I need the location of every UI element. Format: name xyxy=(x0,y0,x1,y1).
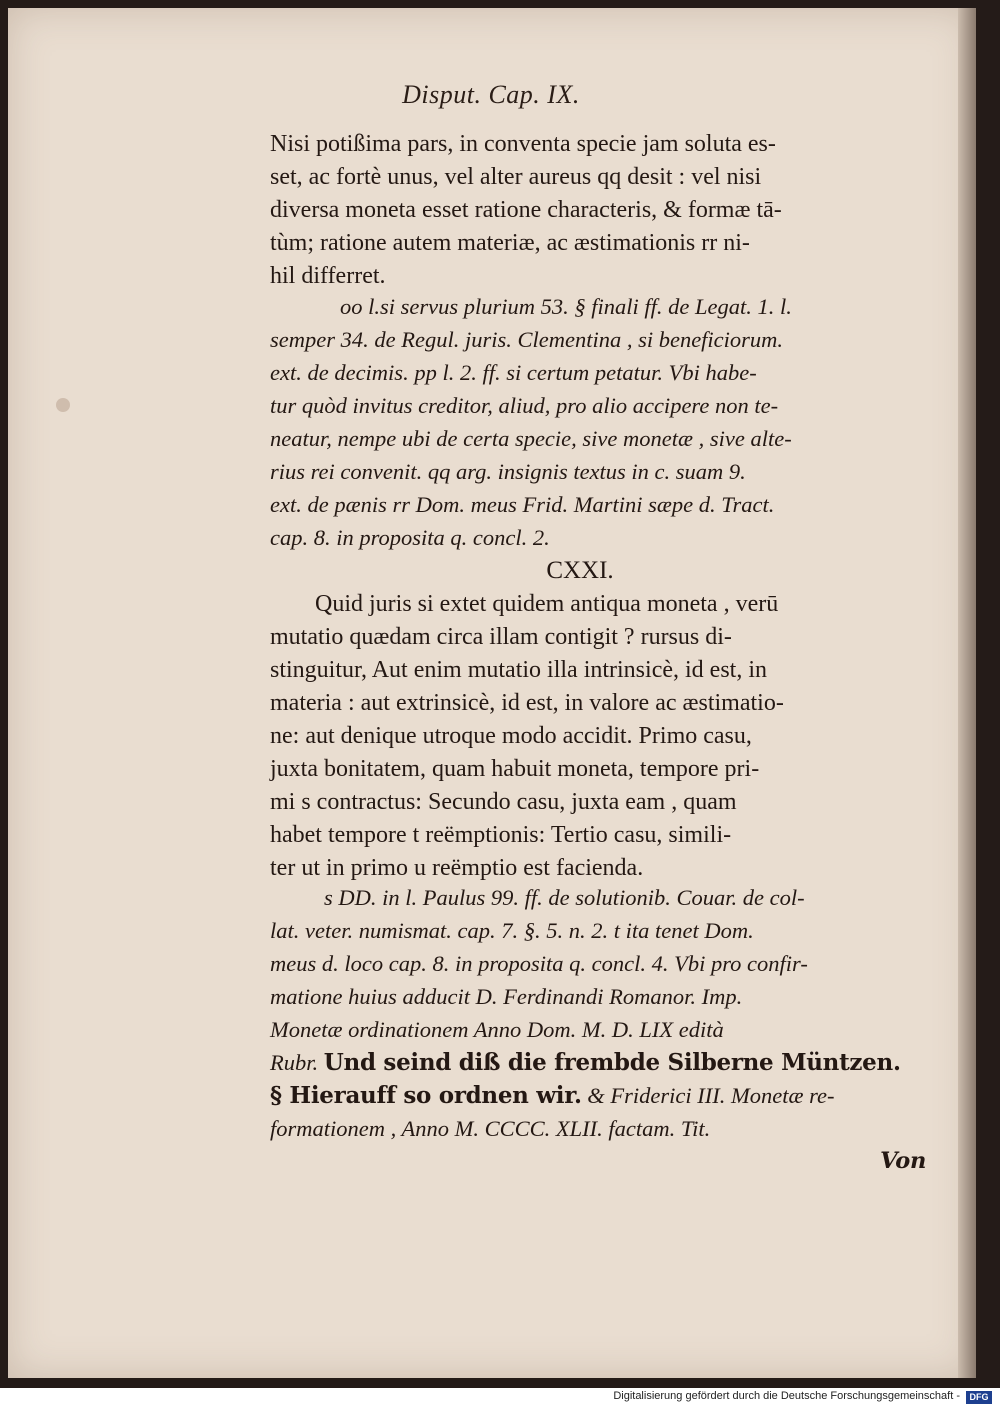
footer-bar xyxy=(0,1388,1000,1407)
book-page xyxy=(8,8,974,1378)
footnote-line: meus d. loco cap. 8. in proposita q. concl. 4. Vbi pro confir- xyxy=(270,951,808,976)
text-line: set, ac fortè unus, vel alter aureus qq desit : vel nisi xyxy=(270,164,762,190)
footnote-line: formationem , Anno M. CCCC. XLII. factam. Tit. xyxy=(270,1116,711,1141)
text-line: diversa moneta esset ratione characteris, & formæ tā- xyxy=(270,197,782,223)
text-line: Nisi potißima pars, in conventa specie jam soluta es- xyxy=(270,131,776,157)
text-line: materia : aut extrinsicè, id est, in valore ac æstimatio- xyxy=(270,690,784,716)
footnote-line: matione huius adducit D. Ferdinandi Romanor. Imp. xyxy=(270,984,743,1009)
text-line: juxta bonitatem, quam habuit moneta, tempore pri- xyxy=(270,756,760,782)
footnote-line: s DD. in l. Paulus 99. ff. de solutionib. Couar. de col- xyxy=(324,885,805,910)
footnote-line: ext. de pænis rr Dom. meus Frid. Martini sæpe d. Tract. xyxy=(270,492,775,517)
section-heading-block xyxy=(270,554,930,587)
funding-credit: Digitalisierung gefördert durch die Deutsche Forschungsgemeinschaft - xyxy=(613,1390,960,1402)
german-text: Und seind diß die frembde Silberne Müntzen. xyxy=(323,1049,901,1076)
german-text: § Hierauff so ordnen wir. xyxy=(270,1082,582,1109)
footnote-line: semper 34. de Regul. juris. Clementina , si beneficiorum. xyxy=(270,327,784,352)
catchword: Von xyxy=(880,1148,926,1174)
footnote-line: rius rei convenit. qq arg. insignis textus in c. suam 9. xyxy=(270,459,746,484)
text-line: ne: aut denique utroque modo accidit. Primo casu, xyxy=(270,723,752,749)
page-edge xyxy=(958,8,976,1378)
footnote-line: cap. 8. in proposita q. concl. 2. xyxy=(270,525,550,550)
footnote-line: neatur, nempe ubi de certa specie, sive monetæ , sive alte- xyxy=(270,426,792,451)
dfg-logo: DFG xyxy=(966,1391,992,1404)
text-line: habet tempore t reëmptionis: Tertio casu, simili- xyxy=(270,822,732,848)
paper-stain xyxy=(56,398,70,412)
footnote-line: tur quòd invitus creditor, aliud, pro alio accipere non te- xyxy=(270,393,779,418)
text-line: mi s contractus: Secundo casu, juxta eam , quam xyxy=(270,789,737,815)
text-line: hil differret. xyxy=(270,263,386,289)
footnotes-block-2 xyxy=(270,881,930,1178)
footnote-line: oo l.si servus plurium 53. § finali ff. de Legat. 1. l. xyxy=(340,294,792,319)
text-line: ter ut in primo u reëmptio est facienda. xyxy=(270,855,644,881)
text-line: tùm; ratione autem materiæ, ac æstimationis rr ni- xyxy=(270,230,750,256)
mixed-line xyxy=(270,1046,930,1079)
footnote-line: Monetæ ordinationem Anno Dom. M. D. LIX edità xyxy=(270,1017,724,1042)
latin-text: & Friderici III. Monetæ re- xyxy=(581,1083,835,1108)
footnotes-block-1 xyxy=(270,290,930,554)
latin-text: Rubr. xyxy=(270,1050,324,1075)
text-line: stinguitur, Aut enim mutatio illa intrinsicè, id est, in xyxy=(270,657,767,683)
text-block-2 xyxy=(270,588,930,885)
running-head: Disput. Cap. IX. xyxy=(402,80,580,109)
section-number: CXXI. xyxy=(546,557,614,584)
mixed-line xyxy=(270,1079,930,1112)
footnote-line: lat. veter. numismat. cap. 7. §. 5. n. 2. t ita tenet Dom. xyxy=(270,918,754,943)
footnote-line: ext. de decimis. pp l. 2. ff. si certum petatur. Vbi habe- xyxy=(270,360,757,385)
text-line: Quid juris si extet quidem antiqua moneta , verū xyxy=(315,591,779,617)
text-line: mutatio quædam circa illam contigit ? rursus di- xyxy=(270,624,732,650)
text-block-1 xyxy=(270,128,930,293)
